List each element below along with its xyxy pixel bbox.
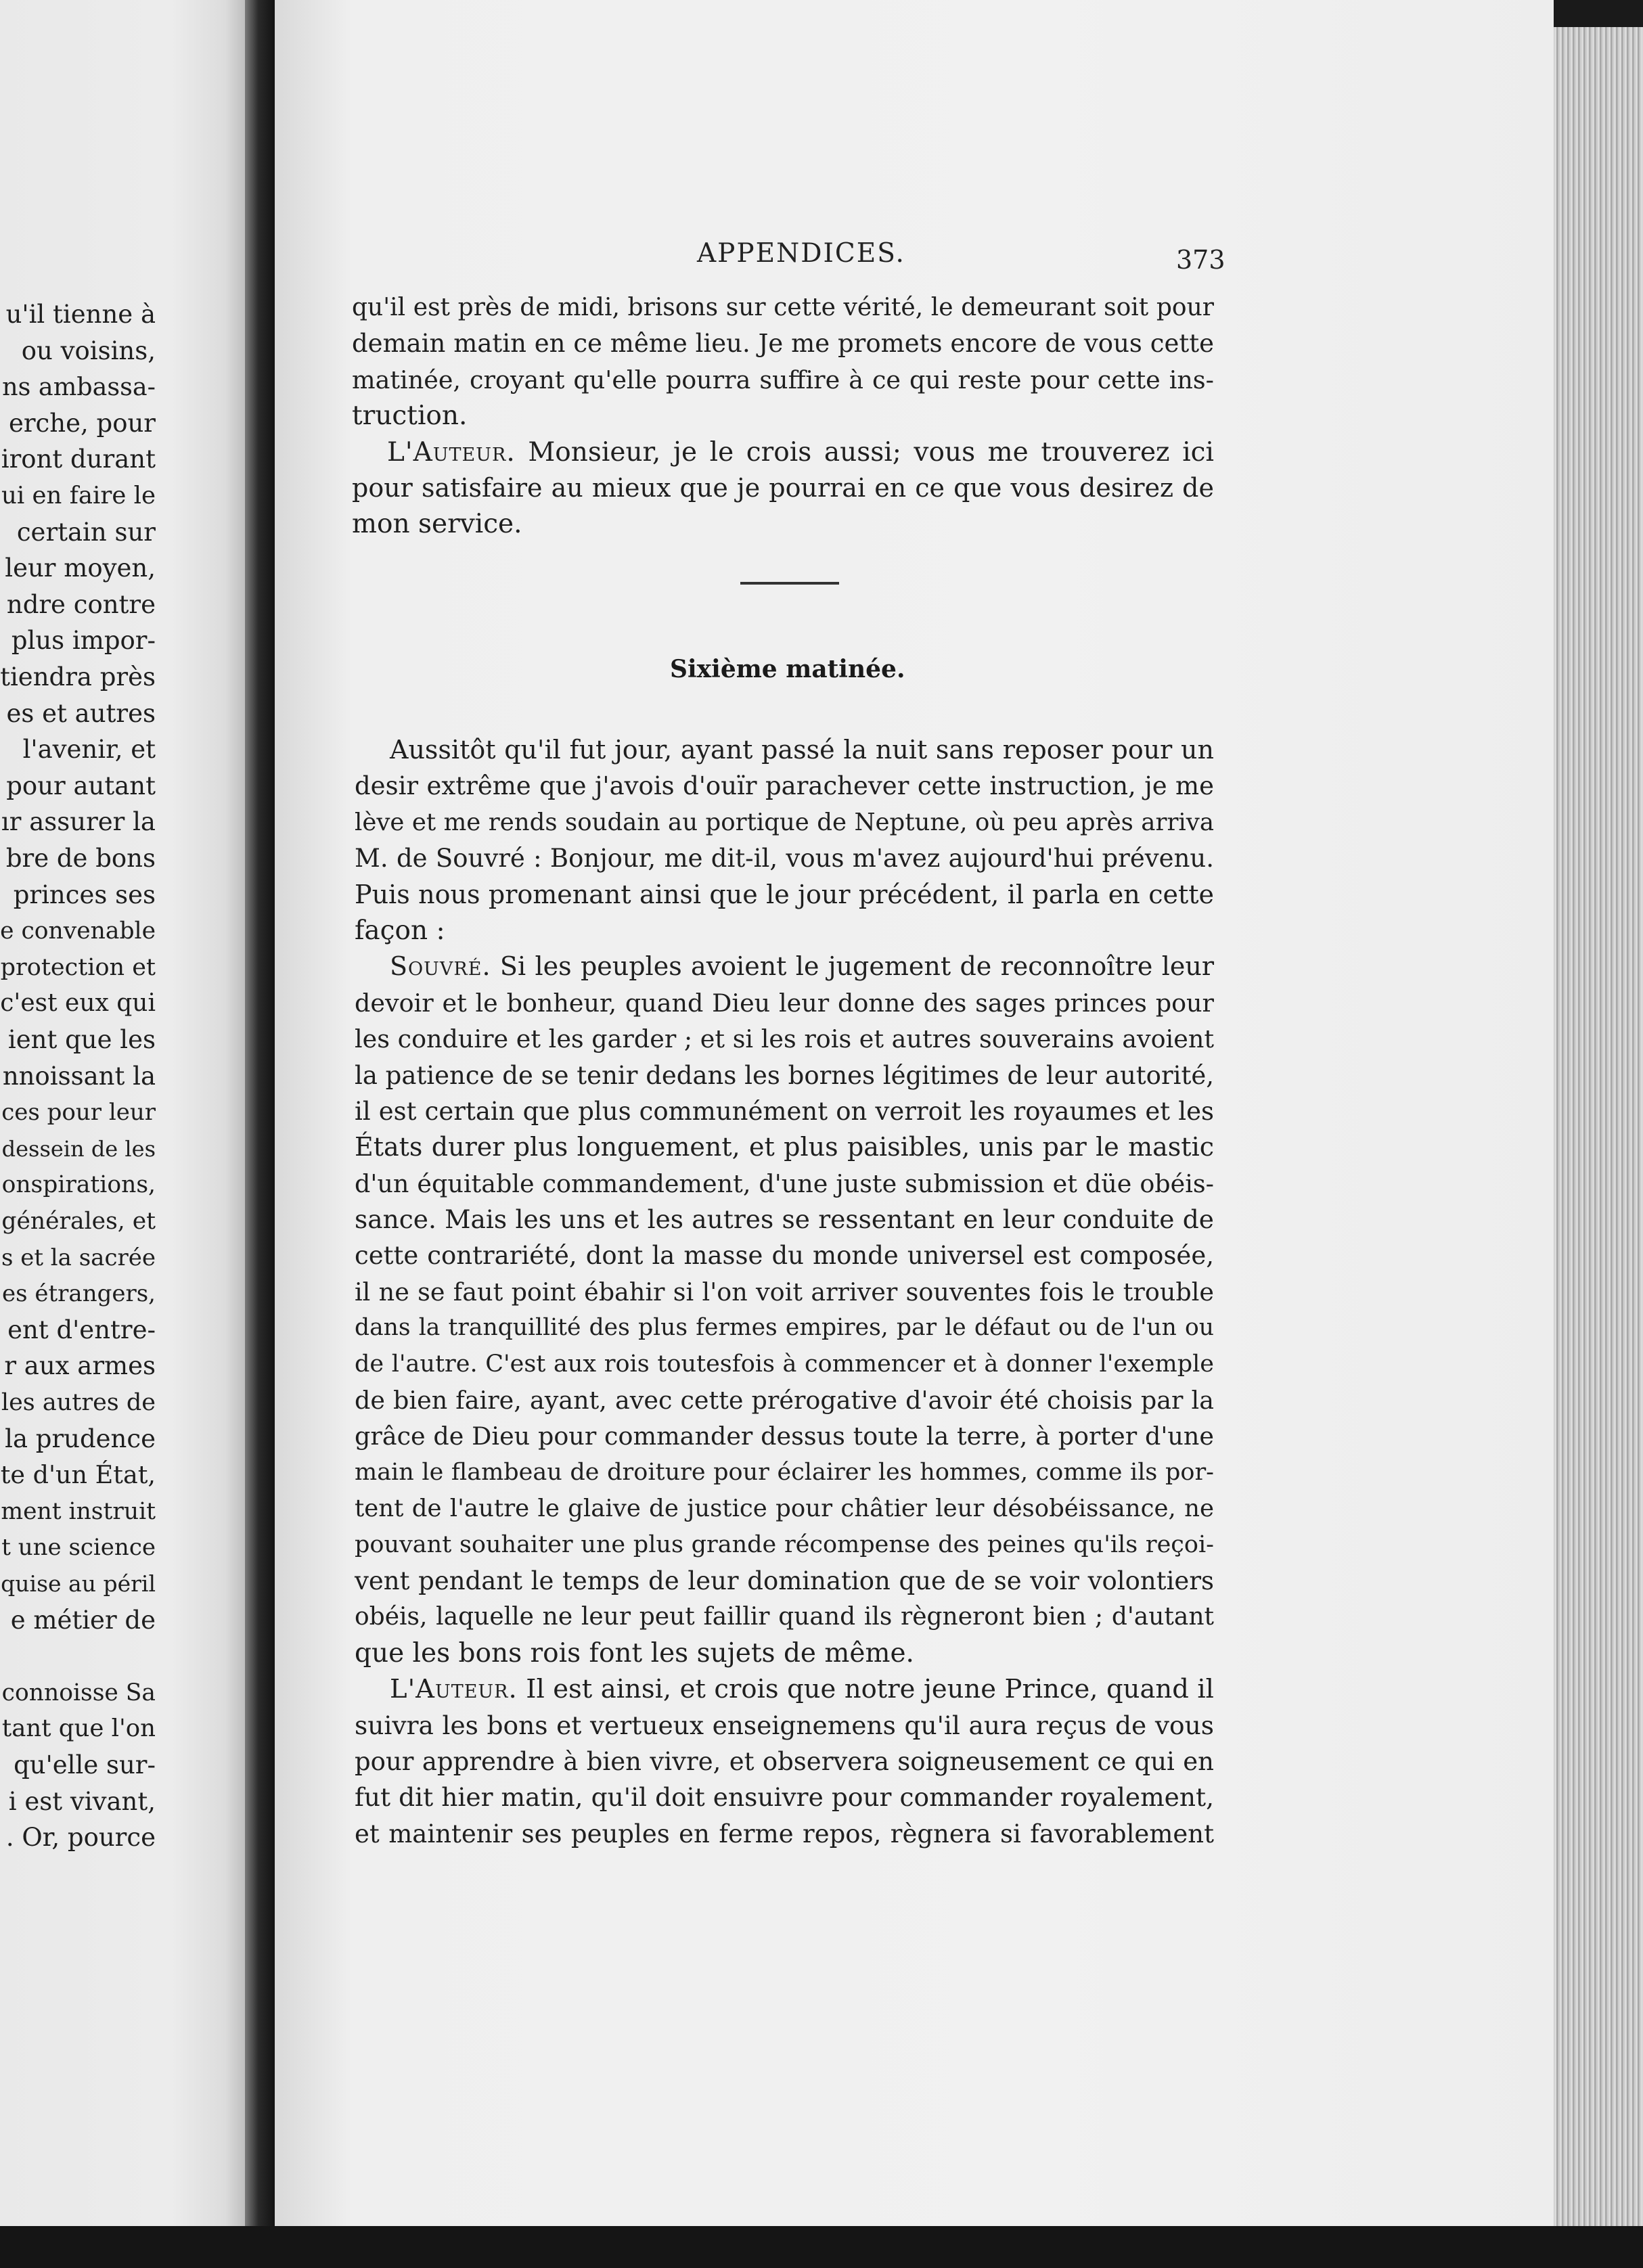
left-page-line: ns ambassa-	[2, 372, 156, 402]
text-line: façon :	[355, 915, 445, 946]
left-page-line: générales, et	[1, 1208, 156, 1235]
text-line: et maintenir ses peuples en ferme repos, règnera si favorablement	[355, 1819, 1214, 1849]
left-page-line: princes ses	[13, 880, 156, 909]
text-line: tent de l'autre le glaive de justice pour châtier leur désobéissance, ne	[355, 1495, 1214, 1523]
left-page-line: ient que les	[7, 1025, 156, 1054]
left-page-line: certain sur	[16, 517, 156, 547]
left-page-line: ces pour leur	[1, 1099, 156, 1127]
text-line: matinée, croyant qu'elle pourra suffire à ce qui reste pour cette ins-	[352, 365, 1214, 394]
left-page-line: bre de bons	[5, 844, 156, 873]
book-gutter	[245, 0, 275, 2268]
left-page-line: ui en faire le	[1, 482, 156, 509]
text-line: d'un équitable commandement, d'une juste submission et düe obéis-	[355, 1169, 1214, 1198]
text-line: Aussitôt qu'il fut jour, ayant passé la nuit sans reposer pour un	[390, 735, 1214, 765]
text-line: desir extrême que j'avois d'ouïr parachever cette instruction, je me	[355, 771, 1214, 801]
text-line: pour satisfaire au mieux que je pourrai en ce que vous desirez de	[352, 472, 1214, 503]
left-page-line: ou voisins,	[21, 336, 156, 365]
text-line: pouvant souhaiter une plus grande récompense des peines qu'ils reçoi-	[355, 1530, 1214, 1558]
left-page-line: quise au péril	[1, 1570, 156, 1597]
text-line: suivra les bons et vertueux enseignemens qu'il aura reçus de vous	[355, 1710, 1214, 1740]
scan-border	[0, 2226, 1643, 2268]
text-line: Souvré. Si les peuples avoient le jugement de reconnoître leur	[390, 951, 1214, 982]
main-text	[355, 732, 1214, 1852]
left-page-line: es étrangers,	[2, 1280, 156, 1308]
text-line: main le flambeau de droiture pour éclairer les hommes, comme ils por-	[355, 1458, 1214, 1486]
left-page-line: onspirations,	[1, 1171, 156, 1199]
left-page-line: leur moyen,	[5, 553, 156, 583]
left-page-line: tant que l'on	[1, 1715, 156, 1743]
text-line: vent pendant le temps de leur domination que de se voir volontiers	[355, 1566, 1214, 1595]
left-page-line: ent d'entre-	[7, 1315, 156, 1344]
text-line: États durer plus longuement, et plus paisibles, unis par le mastic	[355, 1132, 1214, 1162]
left-page-line: r aux armes	[4, 1351, 156, 1381]
text-line: les conduire et les garder ; et si les rois et autres souverains avoient	[355, 1024, 1214, 1054]
left-page-line: c'est eux qui	[0, 989, 156, 1018]
text-line: grâce de Dieu pour commander dessus toute la terre, à porter d'une	[355, 1422, 1214, 1451]
speaker-label: Souvré.	[390, 951, 491, 982]
text-line: la patience de se tenir dedans les bornes légitimes de leur autorité,	[355, 1060, 1214, 1090]
text-line: il est certain que plus communément on verroit les royaumes et les	[355, 1096, 1214, 1126]
text-line: cette contrariété, dont la masse du monde universel est composée,	[355, 1241, 1214, 1271]
text-line: de l'autre. C'est aux rois toutesfois à commencer et à donner l'exemple	[355, 1350, 1214, 1378]
left-page-line: les autres de	[1, 1389, 156, 1416]
text-line: truction.	[352, 401, 468, 432]
text-line: dans la tranquillité des plus fermes empires, par le défaut ou de l'un ou	[355, 1314, 1214, 1342]
text-line: L'Auteur. Monsieur, je le crois aussi; vous me trouverez ici	[387, 436, 1214, 468]
text-line: devoir et le bonheur, quand Dieu leur donne des sages princes pour	[355, 988, 1214, 1018]
left-page-line: t une science	[1, 1534, 156, 1562]
left-page-line: connoisse Sa	[1, 1679, 156, 1706]
left-page-line: i est vivant,	[8, 1786, 156, 1816]
section-title: Sixième matinée.	[670, 655, 905, 683]
left-page-line: e métier de	[10, 1605, 156, 1635]
left-page-line: s et la sacrée	[1, 1244, 156, 1271]
left-page-line: plus impor-	[11, 626, 156, 656]
left-page-line: iront durant	[1, 445, 156, 474]
speaker-label: L'Auteur.	[387, 436, 516, 468]
left-page-line: u'il tienne à	[5, 300, 156, 329]
text-line: de bien faire, ayant, avec cette prérogative d'avoir été choisis par la	[355, 1386, 1214, 1415]
text-line: il ne se faut point ébahir si l'on voit arriver souventes fois le trouble	[355, 1277, 1214, 1307]
text-line: lève et me rends soudain au portique de Neptune, où peu après arriva	[355, 808, 1214, 836]
paragraph-1	[352, 290, 1214, 543]
left-page-line: qu'elle sur-	[14, 1750, 156, 1779]
left-page-line: ır assurer la	[1, 807, 156, 837]
page-number: 373	[1176, 245, 1225, 275]
text-line: obéis, laquelle ne leur peut faillir quand ils règneront bien ; d'autant	[355, 1603, 1214, 1631]
speaker-label: L'Auteur.	[390, 1674, 518, 1705]
text-line: pour apprendre à bien vivre, et observera soigneusement ce qui en	[355, 1746, 1214, 1776]
left-page-line: ndre contre	[6, 589, 156, 619]
left-page-line: la prudence	[5, 1424, 156, 1453]
left-page-line: nnoissant la	[2, 1061, 156, 1091]
text-line: M. de Souvré : Bonjour, me dit-il, vous m'avez aujourd'hui prévenu.	[355, 844, 1214, 874]
left-page-line: es et autres	[6, 698, 156, 728]
left-page-line: dessein de les	[1, 1135, 156, 1162]
text-line: que les bons rois font les sujets de même.	[355, 1637, 914, 1669]
left-page-line: erche, pour	[8, 408, 156, 438]
running-header: APPENDICES.	[697, 238, 905, 269]
text-line: fut dit hier matin, qu'il doit ensuivre pour commander royalement,	[355, 1782, 1214, 1813]
section-divider	[740, 582, 839, 585]
text-line: qu'il est près de midi, brisons sur cette vérité, le demeurant soit pour	[352, 294, 1214, 321]
left-page-fragment	[0, 0, 245, 2268]
left-page-line: tiendra près	[0, 662, 156, 691]
left-page-line: te d'un État,	[0, 1460, 156, 1490]
left-page-line: . Or, pource	[5, 1823, 156, 1853]
left-page-line: protection et	[0, 953, 156, 981]
text-line: mon service.	[352, 509, 522, 540]
left-page-line: e convenable	[0, 917, 156, 945]
left-page-line: pour autant	[6, 771, 156, 800]
left-page-line: l'avenir, et	[22, 735, 156, 765]
left-page-line: ment instruit	[1, 1497, 156, 1525]
text-line: demain matin en ce même lieu. Je me promets encore de vous cette	[352, 329, 1214, 359]
text-line: L'Auteur. Il est ainsi, et crois que notre jeune Prince, quand il	[390, 1674, 1214, 1705]
text-line: sance. Mais les uns et les autres se ressentant en leur conduite de	[355, 1204, 1214, 1235]
text-line: Puis nous promenant ainsi que le jour précédent, il parla en cette	[355, 879, 1214, 909]
page-edges	[1554, 27, 1643, 2226]
